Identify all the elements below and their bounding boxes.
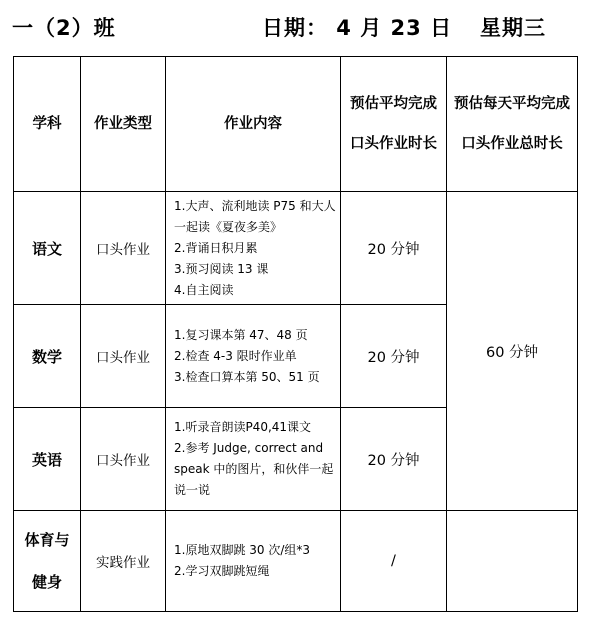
homework-table: [13, 56, 578, 612]
header-row: [14, 57, 578, 192]
col-header-subject: 学科: [14, 57, 81, 192]
daily-total-cell: 60 分钟: [447, 192, 578, 511]
col-header-type: 作业类型: [81, 57, 166, 192]
col-header-daily-total: [447, 57, 578, 192]
content-line: 2.学习双脚跳短绳: [174, 564, 270, 578]
content-line: 1.复习课本第 47、48 页: [174, 327, 308, 342]
class-name: 一（2）班: [12, 16, 116, 40]
time-cell: /: [341, 511, 447, 612]
table-row: [14, 511, 578, 612]
table-row: [14, 192, 578, 305]
content-cell: [166, 305, 341, 408]
header-bar: [0, 12, 599, 42]
weekday-label: 星期三: [480, 16, 546, 40]
content-cell: [166, 511, 341, 612]
content-cell: [166, 408, 341, 511]
content-line: 1.原地双脚跳 30 次/组*3: [174, 543, 311, 557]
time-cell: 20 分钟: [341, 408, 447, 511]
content-line: 2.检查 4-3 限时作业单: [174, 348, 297, 363]
content-line: 2.背诵日积月累: [174, 240, 258, 255]
content-line: 1.大声、流利地读 P75 和大人一起读《夏夜多美》: [174, 198, 336, 234]
empty-total-cell: [447, 511, 578, 612]
subject-cell: 数学: [14, 305, 81, 408]
daily-total-header-text: 预估每天平均完成口头作业总时长: [454, 96, 570, 152]
type-cell: 口头作业: [81, 305, 166, 408]
content-line: 2.参考 Judge, correct and speak 中的图片，和伙伴一起说一说: [174, 441, 334, 497]
subject-cell: 英语: [14, 408, 81, 511]
col-header-avg-time: [341, 57, 447, 192]
type-cell: 口头作业: [81, 192, 166, 305]
content-line: 3.预习阅读 13 课: [174, 261, 269, 276]
subject-cell: [14, 511, 81, 612]
type-cell: 口头作业: [81, 408, 166, 511]
type-cell: 实践作业: [81, 511, 166, 612]
content-cell: [166, 192, 341, 305]
time-cell: 20 分钟: [341, 192, 447, 305]
content-line: 1.听录音朗读P40,41课文: [174, 420, 312, 434]
content-line: 4.自主阅读: [174, 282, 234, 297]
subject-cell: 语文: [14, 192, 81, 305]
avg-time-header-text: 预估平均完成口头作业时长: [350, 96, 437, 152]
subject-label: 体育与健身: [24, 531, 70, 591]
col-header-content: 作业内容: [166, 57, 341, 192]
time-cell: 20 分钟: [341, 305, 447, 408]
content-line: 3.检查口算本第 50、51 页: [174, 369, 320, 384]
date-label: 日期： 4 月 23 日: [262, 16, 453, 40]
